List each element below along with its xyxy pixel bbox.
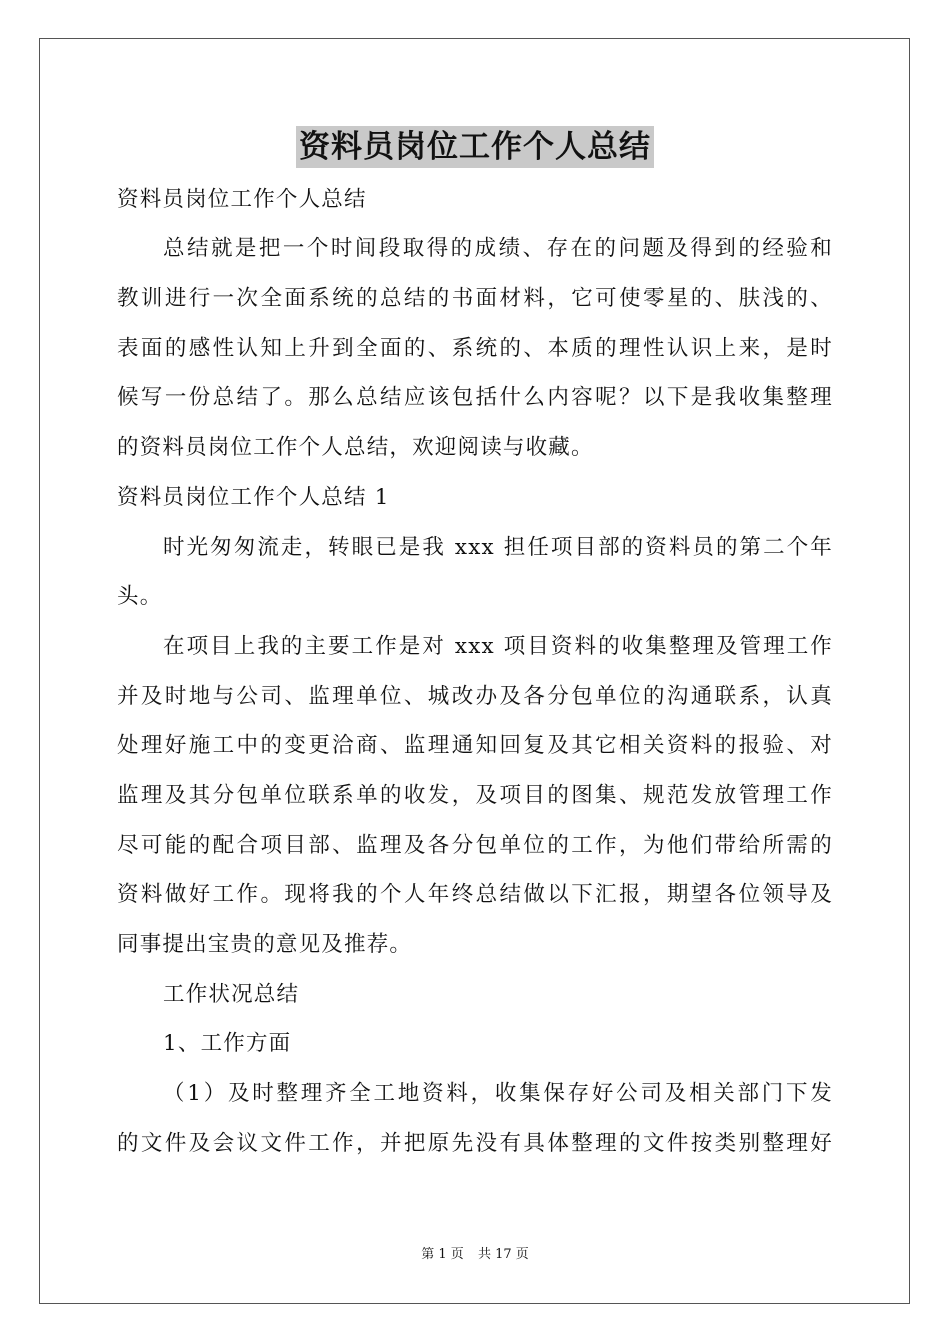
page-footer xyxy=(0,1246,950,1264)
paragraph-line: 总结就是把一个时间段取得的成绩、存在的问题及得到的经验和 xyxy=(163,236,833,261)
paragraph-line: 候写一份总结了。那么总结应该包括什么内容呢？以下是我收集整理 xyxy=(117,385,833,410)
section-heading: 资料员岗位工作个人总结 1 xyxy=(117,485,390,510)
paragraph-line: 资料员岗位工作个人总结 xyxy=(117,187,367,212)
paragraph-line: 时光匆匆流走，转眼已是我 xxx 担任项目部的资料员的第二个年 xyxy=(163,535,833,560)
page-border xyxy=(39,38,910,1304)
paragraph-line: 的文件及会议文件工作，并把原先没有具体整理的文件按类别整理好 xyxy=(117,1131,833,1156)
title-container xyxy=(0,126,950,168)
subsection-heading: 工作状况总结 xyxy=(163,982,300,1007)
paragraph-line: 监理及其分包单位联系单的收发，及项目的图集、规范发放管理工作 xyxy=(117,783,833,808)
paragraph-line: 尽可能的配合项目部、监理及各分包单位的工作，为他们带给所需的 xyxy=(117,833,833,858)
paragraph-line: 资料做好工作。现将我的个人年终总结做以下汇报，期望各位领导及 xyxy=(117,882,833,907)
paragraph-line: 的资料员岗位工作个人总结，欢迎阅读与收藏。 xyxy=(117,435,594,460)
paragraph-line: 并及时地与公司、监理单位、城改办及各分包单位的沟通联系，认真 xyxy=(117,684,833,709)
paragraph-line: 头。 xyxy=(117,584,163,609)
subsection-heading: 1、工作方面 xyxy=(163,1031,292,1056)
document-title: 资料员岗位工作个人总结 xyxy=(296,126,654,168)
paragraph-line: 在项目上我的主要工作是对 xxx 项目资料的收集整理及管理工作 xyxy=(163,634,833,659)
page-number: 第 1 页 xyxy=(421,1247,464,1262)
paragraph-line: 教训进行一次全面系统的总结的书面材料，它可使零星的、肤浅的、 xyxy=(117,286,833,311)
paragraph-line: 处理好施工中的变更洽商、监理通知回复及其它相关资料的报验、对 xyxy=(117,733,833,758)
paragraph-line: 表面的感性认知上升到全面的、系统的、本质的理性认识上来，是时 xyxy=(117,336,833,361)
page-total: 共 17 页 xyxy=(477,1247,529,1262)
paragraph-line: 同事提出宝贵的意见及推荐。 xyxy=(117,932,413,957)
paragraph-line: （1）及时整理齐全工地资料，收集保存好公司及相关部门下发 xyxy=(163,1081,833,1106)
